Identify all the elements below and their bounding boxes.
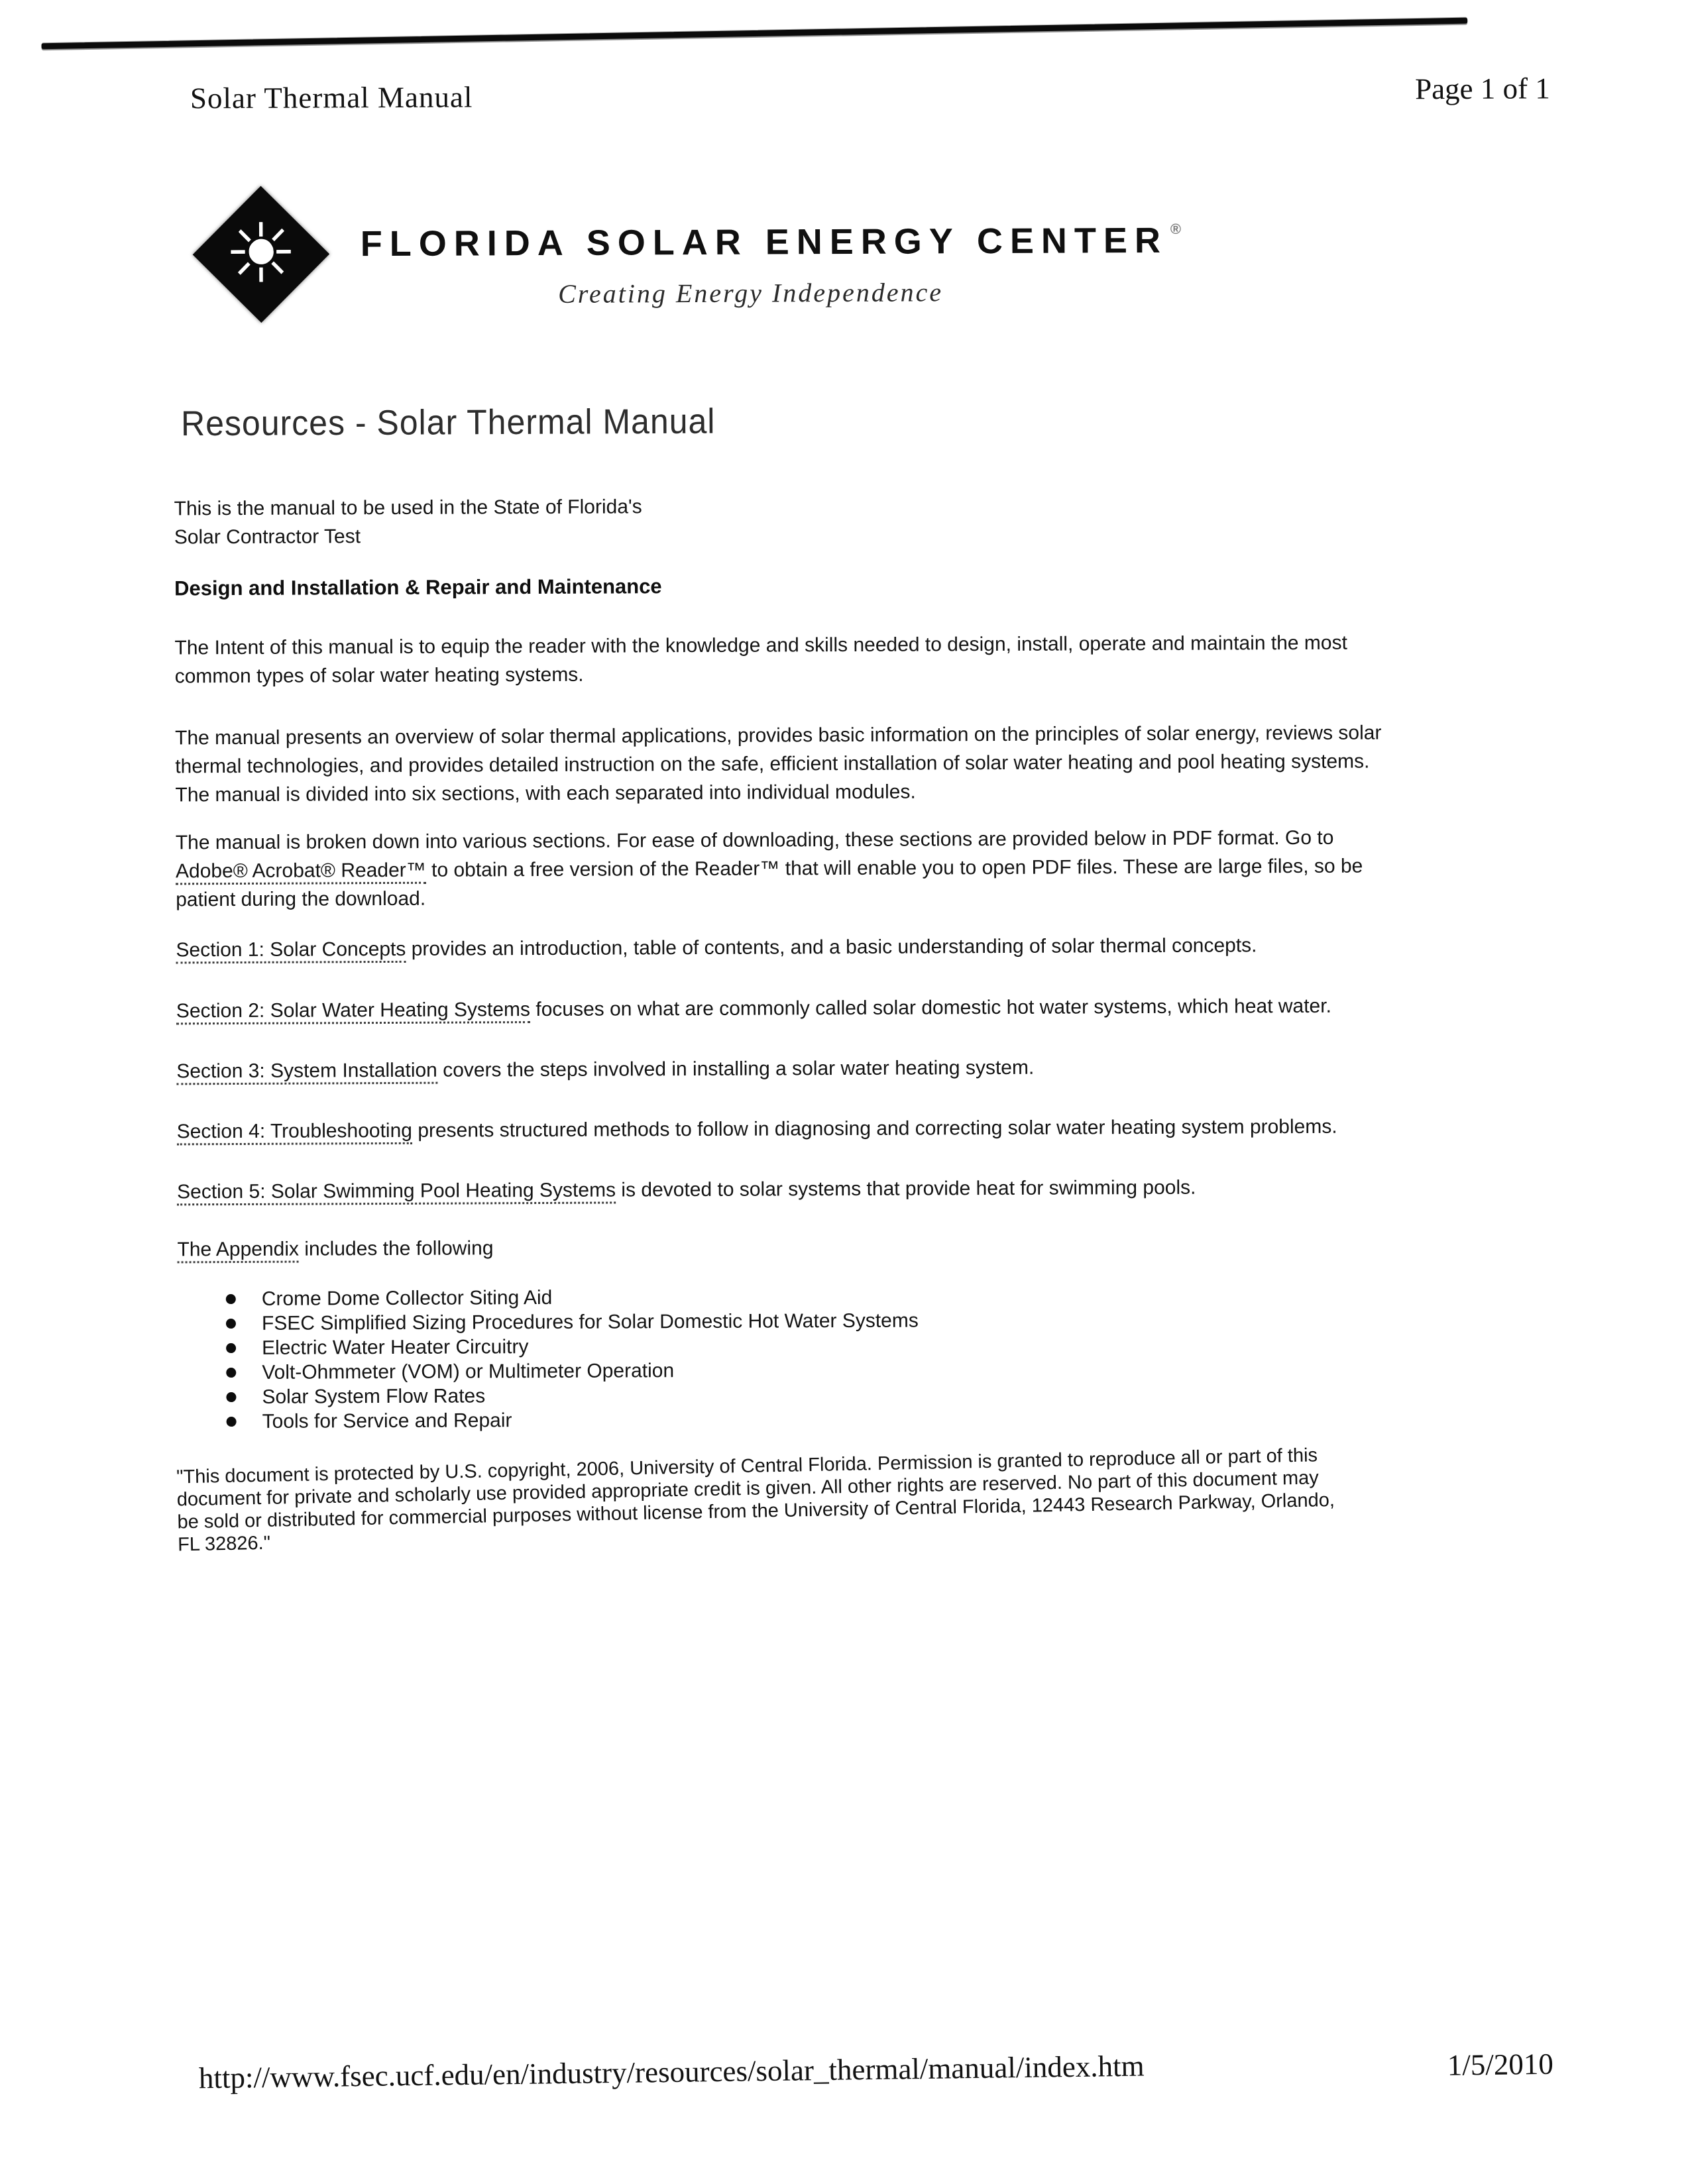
section-2-paragraph — [176, 991, 1553, 1025]
copyright-notice: "This document is protected by U.S. copyright, 2006, University of Central Florida. Permission is granted to reproduce all or part of this document for private and scholarly use provided appropriate credit is given. All other rights are reserved. No part of this document may be sold or distributed for commercial purposes without license from the University of Central Florida, 12443 Research Parkway, Orlando, FL 32826." — [176, 1445, 1335, 1556]
section-5-paragraph — [177, 1172, 1554, 1206]
intro-text: This is the manual to be used in the State of Florida's Solar Contractor Test — [174, 496, 642, 549]
section-5-link[interactable]: Section 5: Solar Swimming Pool Heating Systems — [177, 1179, 616, 1206]
section-2-text: focuses on what are commonly called solar domestic hot water systems, which heat water. — [530, 995, 1331, 1021]
list-item: Electric Water Heater Circuitry — [225, 1333, 919, 1361]
registered-trademark-icon: ® — [1170, 220, 1182, 237]
overview-paragraph: The manual presents an overview of solar thermal applications, provides basic information on the principles of solar energy, reviews solar thermal technologies, and provides detailed instruction on the safe, efficient installation of solar water heating and pool heating systems. The manual is divided into six sections, with each separated into individual modules. — [175, 722, 1382, 806]
section-3-link[interactable]: Section 3: System Installation — [176, 1060, 437, 1085]
fsec-logo — [193, 186, 329, 323]
list-item: Solar System Flow Rates — [225, 1382, 919, 1410]
header-rule — [41, 18, 1467, 50]
section-5-text: is devoted to solar systems that provide heat for swimming pools. — [615, 1176, 1196, 1201]
print-header-title: Solar Thermal Manual — [190, 80, 473, 115]
list-item: Crome Dome Collector Siting Aid — [225, 1284, 919, 1312]
appendix-link[interactable]: The Appendix — [177, 1238, 299, 1264]
list-item: Tools for Service and Repair — [225, 1407, 919, 1435]
section-1-paragraph — [176, 930, 1553, 964]
list-item: FSEC Simplified Sizing Procedures for Solar Domestic Hot Water Systems — [225, 1309, 919, 1337]
section-1-link[interactable]: Section 1: Solar Concepts — [176, 938, 406, 964]
footer-date: 1/5/2010 — [1447, 2047, 1554, 2082]
section-1-text: provides an introduction, table of contents, and a basic understanding of solar thermal concepts. — [406, 934, 1257, 960]
page-title: Resources - Solar Thermal Manual — [180, 401, 716, 443]
download-paragraph-line2: to obtain a free version of the Reader™ that will enable you to open PDF files. These are large files, so be — [425, 855, 1363, 881]
appendix-paragraph — [177, 1229, 1554, 1264]
logo-org-name — [361, 220, 1182, 264]
section-3-paragraph — [176, 1051, 1553, 1085]
adobe-acrobat-reader-link[interactable]: Adobe® Acrobat® Reader™ — [176, 859, 426, 885]
section-4-paragraph — [177, 1111, 1554, 1146]
download-paragraph-line3: patient during the download. — [176, 887, 426, 911]
section-2-link[interactable]: Section 2: Solar Water Heating Systems — [176, 999, 530, 1024]
list-item: Volt-Ohmmeter (VOM) or Multimeter Operation — [225, 1358, 919, 1386]
appendix-list — [225, 1284, 919, 1435]
section-4-link[interactable]: Section 4: Troubleshooting — [177, 1120, 412, 1146]
download-paragraph-line1: The manual is broken down into various sections. For ease of downloading, these sections are provided below in PDF format. Go to — [175, 826, 1334, 854]
download-paragraph — [176, 822, 1553, 914]
section-3-text: covers the steps involved in installing a solar water heating system. — [437, 1056, 1035, 1081]
sun-icon: ☀ — [224, 206, 298, 303]
intent-paragraph: The Intent of this manual is to equip the reader with the knowledge and skills needed to design, install, operate and maintain the most common types of solar water heating systems. — [174, 631, 1347, 688]
design-installation-subheading: Design and Installation & Repair and Maintenance — [174, 574, 662, 600]
footer-url: http://www.fsec.ucf.edu/en/industry/resources/solar_thermal/manual/index.htm — [198, 2049, 1145, 2095]
logo-org-name-text: FLORIDA SOLAR ENERGY CENTER — [360, 220, 1168, 264]
print-header-page-number: Page 1 of 1 — [1415, 72, 1550, 106]
logo-tagline: Creating Energy Independence — [558, 277, 944, 309]
section-4-text: presents structured methods to follow in diagnosing and correcting solar water heating system problems. — [412, 1115, 1337, 1142]
appendix-text: includes the following — [298, 1237, 494, 1260]
